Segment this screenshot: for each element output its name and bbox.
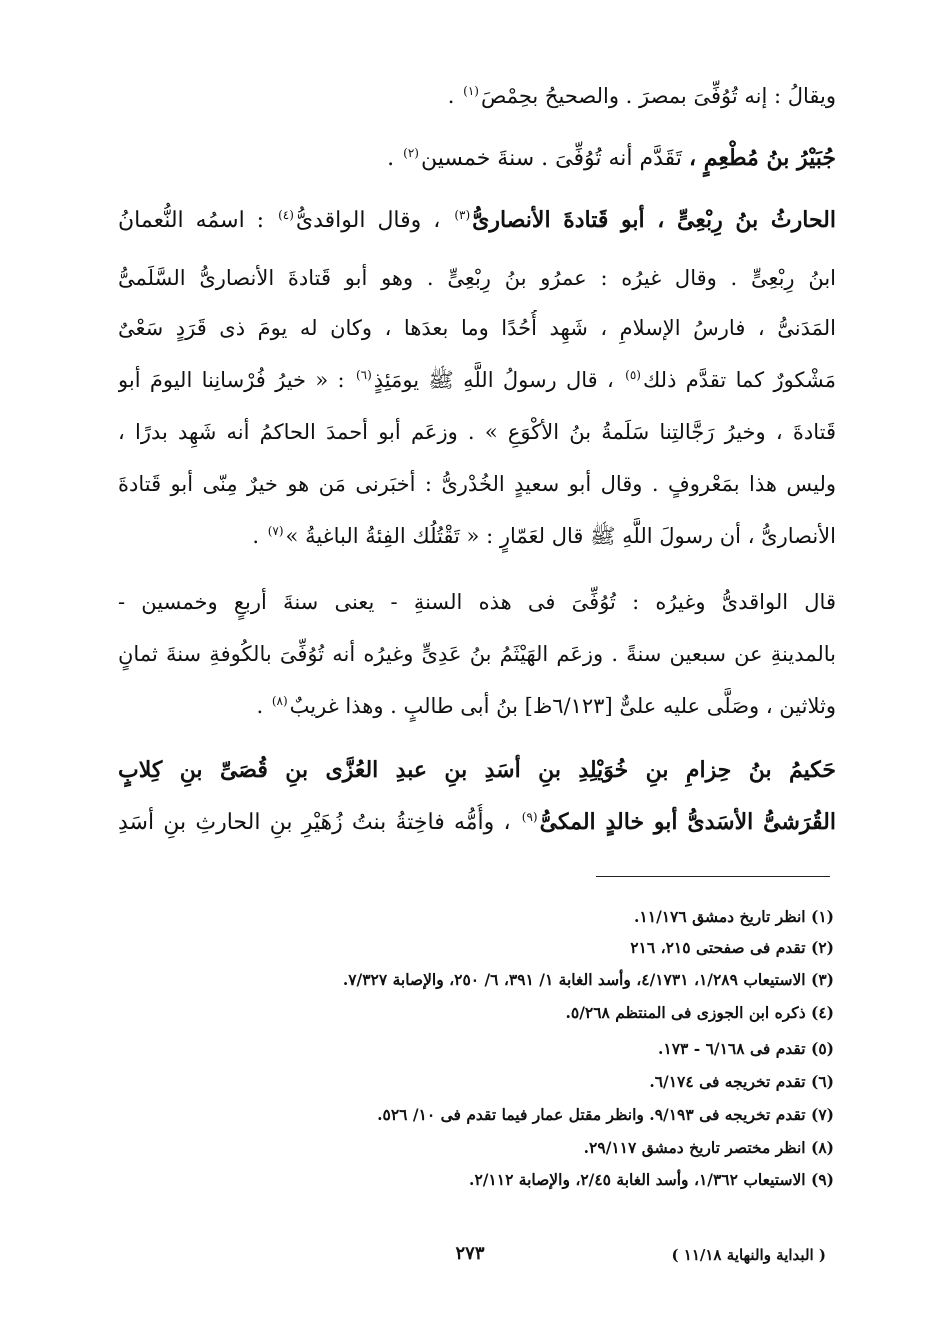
line-text: ، وأُمُّه فاخِتةُ بنتُ زُهَيْرِ بنِ الحارثِ بنِ أسَدِ <box>118 810 520 835</box>
line-text: المَدَنىُّ ، فارسُ الإسلامِ ، شَهِد أُحُدًا وما بعدَها ، وكان له يومَ ذى قَرَدٍ سَعْىٌ <box>118 316 836 340</box>
text-line <box>118 362 836 402</box>
line-text-end: : اسمُه النُّعمانُ <box>118 208 277 233</box>
footnote-ref[interactable]: (٢) <box>403 145 419 160</box>
footnote: (٣) الاستيعاب ١/٢٨٩، ٤/١٧٣١، وأسد الغابة ١/ ٣٩١، ٦/ ٢٥٠، والإصابة ٧/٣٢٧. <box>342 970 834 989</box>
line-text: ويقالُ : إنه تُوُفِّىَ بمصرَ . والصحيحُ بحِمْصَ <box>480 84 836 108</box>
footnote: (١) انظر تاريخ دمشق ١١/١٧٦. <box>634 907 834 926</box>
footnote-ref[interactable]: (٦) <box>355 368 372 382</box>
footnote: (٩) الاستيعاب ١/٣٦٢، وأسد الغابة ٢/٤٥، والإصابة ٢/١١٢. <box>469 1170 834 1189</box>
line-text: قَتادةَ ، وخيرُ رَجَّالتِنا سَلَمةُ بنُ الأكْوَعِ » . وزعَم أبو أحمدَ الحاكمُ أنه شَهِد بدرًا ، <box>118 420 836 444</box>
line-text-end: . <box>252 524 266 548</box>
line-text: الأنصارىُّ ، أن رسولَ اللَّهِ ﷺ قال لعَمّارٍ : « تَقْتُلُك الفِئةُ الباغيةُ » <box>285 524 836 548</box>
line-text: قال الواقدىُّ وغيرُه : تُوُفِّىَ فى هذه السنةِ - يعنى سنةَ أربعٍ وخمسين - <box>118 590 836 614</box>
entry-heading: حَكيمُ بنُ حِزامِ بنِ خُوَيْلِدِ بنِ أسَدِ بنِ عبدِ العُزَّى بنِ قُصَىِّ بنِ كِلابٍ <box>118 757 836 783</box>
footnote-separator <box>596 876 830 877</box>
entry-heading: الحارثُ بنُ رِبْعِىٍّ ، أبو قَتادةَ الأنصارىُّ <box>472 207 836 233</box>
text-line <box>118 140 836 180</box>
text-line <box>118 518 836 558</box>
footnote-ref[interactable]: (٧) <box>267 524 284 538</box>
line-text: بالمدينةِ عن سبعين سنةً . وزعَم الهَيْثَمُ بنُ عَدِىٍّ وغيرُه أنه تُوُفِّىَ بالكُوفةِ سنةَ ثمانٍ <box>118 642 836 666</box>
text-line <box>118 752 836 792</box>
line-text: ابنُ رِبْعِىٍّ . وقال غيرُه : عمرُو بنُ رِبْعِىٍّ . وهو أبو قَتادةَ الأنصارىُّ السَّلَمىُّ <box>118 266 836 290</box>
text-line <box>118 636 836 676</box>
footnote-ref[interactable]: (٣) <box>454 207 471 222</box>
footnote-ref[interactable]: (١) <box>463 84 479 98</box>
text-line <box>118 584 836 624</box>
line-text-end: . <box>447 84 462 108</box>
line-text-end: . <box>256 694 270 718</box>
text-line <box>118 804 836 844</box>
footnote: (٢) تقدم فى صفحتى ٢١٥، ٢١٦ <box>630 938 834 957</box>
line-text: تَقَدَّم أنه تُوُفِّىَ . سنةَ خمسين <box>420 146 689 171</box>
entry-heading: القُرَشىُّ الأسَدىُّ أبو خالدٍ المكىُّ <box>539 809 836 835</box>
line-text-end: : « خيرُ فُرْسانِنا اليومَ أبو <box>118 368 354 392</box>
footnote: (٨) انظر مختصر تاريخ دمشق ٢٩/١١٧. <box>583 1138 834 1157</box>
footnote-ref[interactable]: (٨) <box>271 694 288 708</box>
running-footer: ( البداية والنهاية ١١/١٨ ) <box>671 1246 826 1264</box>
line-text: وثلاثين ، وصَلَّى عليه علىٌّ [٦/١٢٣ظ] بنُ أبى طالبٍ . وهذا غريبٌ <box>289 694 836 718</box>
footnote: (٤) ذكره ابن الجوزى فى المنتظم ٥/٢٦٨. <box>565 1003 834 1022</box>
entry-heading: جُبَيْرُ بنُ مُطْعِمٍ ، <box>688 145 836 171</box>
footnote-ref[interactable]: (٩) <box>521 809 538 824</box>
text-line <box>118 688 836 728</box>
line-text-end: . <box>387 146 402 171</box>
text-line <box>118 414 836 454</box>
line-text: مَشْكورٌ كما تقدَّم ذلك <box>642 368 836 392</box>
line-text: وليس هذا بمَعْروفٍ . وقال أبو سعيدٍ الخُدْرىُّ : أخبَرنى مَن هو خيرٌ مِنّى أبو قَتادةَ <box>118 472 836 496</box>
text-line <box>118 466 836 506</box>
footnote: (٧) تقدم تخريجه فى ٩/١٩٣. وانظر مقتل عمار فيما تقدم فى ١٠/ ٥٢٦. <box>377 1105 834 1124</box>
page-number: ٢٧٣ <box>455 1243 485 1264</box>
footnote: (٦) تقدم تخريجه فى ٦/١٧٤. <box>649 1072 834 1091</box>
footnote-ref[interactable]: (٥) <box>625 368 641 382</box>
footnote: (٥) تقدم فى ٦/١٦٨ - ١٧٣. <box>657 1039 834 1058</box>
text-line <box>118 310 836 350</box>
line-text: ، وقال الواقدىُّ <box>295 208 453 233</box>
footnote-ref[interactable]: (٤) <box>278 207 294 222</box>
text-line <box>118 260 836 300</box>
text-line <box>118 78 836 118</box>
line-text-mid: ، قال رسولُ اللَّهِ ﷺ يومَئِذٍ <box>373 368 624 392</box>
text-line <box>118 202 836 242</box>
